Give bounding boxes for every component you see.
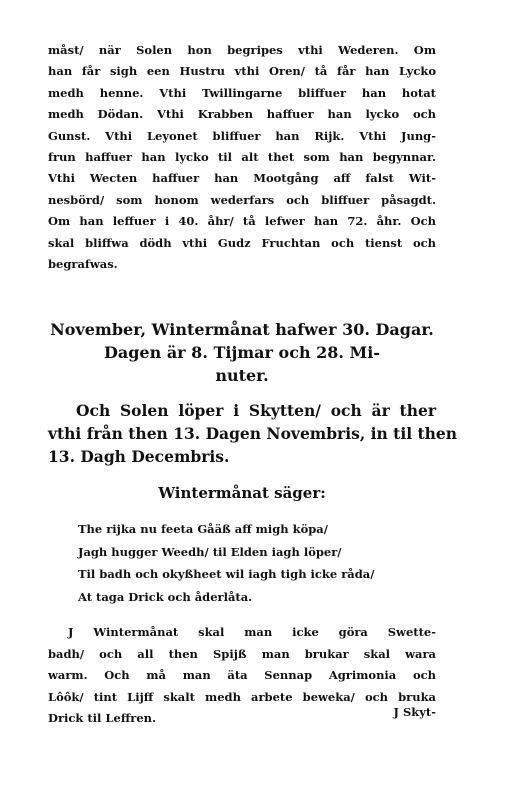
intro-line: begrafwas. [48,257,118,272]
instruction-paragraph [48,622,436,729]
instruction-line: warm. Och må man äta Sennap Agrimonia och [48,668,436,683]
month-heading-line: November, Wintermånat hafwer 30. Dagar. [50,320,434,340]
sun-line: vthi från then 13. Dagen Novembris, in til then [48,424,458,444]
intro-line: han får sigh een Hustru vthi Oren/ tå får han Lycko [48,64,436,79]
intro-line: Vthi Wecten haffuer han Mootgång aff falst Wit- [48,171,436,186]
intro-line: skal bliffwa dödh vthi Gudz Fruchtan och tienst och [48,235,436,250]
sun-line: Och Solen löper i Skytten/ och är ther [76,401,436,421]
page [48,40,458,730]
sun-line: 13. Dagh Decembris. [48,447,230,467]
verse-line: At taga Drick och åderlåta. [78,589,253,604]
verse-line: Jagh hugger Weedh/ til Elden iagh löper/ [78,544,342,559]
instruction-line: badh/ och all then Spijß man brukar skal wara [48,646,436,661]
month-heading-line: nuter. [215,366,269,386]
intro-line: måst/ när Solen hon begripes vthi Wederen. Om [48,43,436,57]
instruction-line: J Wintermånat skal man icke göra Swette- [68,625,436,640]
month-heading [48,318,436,387]
verse-line: The rijka nu feeta Gåäß aff migh köpa/ [78,522,328,537]
instruction-line: Lôôk/ tint Lijff skalt medh arbete beweka/ och bruka [48,689,436,704]
instruction-line: Drick til Leffren. [48,711,157,726]
intro-line: frun haffuer han lycko til alt thet som han begynnar. [48,150,436,165]
intro-line: Gunst. Vthi Leyonet bliffuer han Rijk. Vthi Jung- [48,128,436,143]
intro-line: nesbörd/ som honom wederfars och bliffuer påsagdt. [48,192,436,207]
sun-paragraph [48,399,458,468]
intro-line: medh henne. Vthi Twillingarne bliffuer han hotat [48,85,436,100]
intro-paragraph [48,40,436,275]
intro-line: medh Dödan. Vthi Krabben haffuer han lycko och [48,107,436,122]
catchword: J Skyt- [393,705,436,719]
intro-line: Om han leffuer i 40. åhr/ tå lefwer han 72. åhr. Och [48,214,436,229]
month-heading-line: Dagen är 8. Tijmar och 28. Mi- [104,343,380,363]
verse-line: Til badh och okyßheet wil iagh tigh icke råda/ [78,567,375,582]
verse-title: Wintermånat säger: [158,484,326,503]
verse [48,518,436,608]
